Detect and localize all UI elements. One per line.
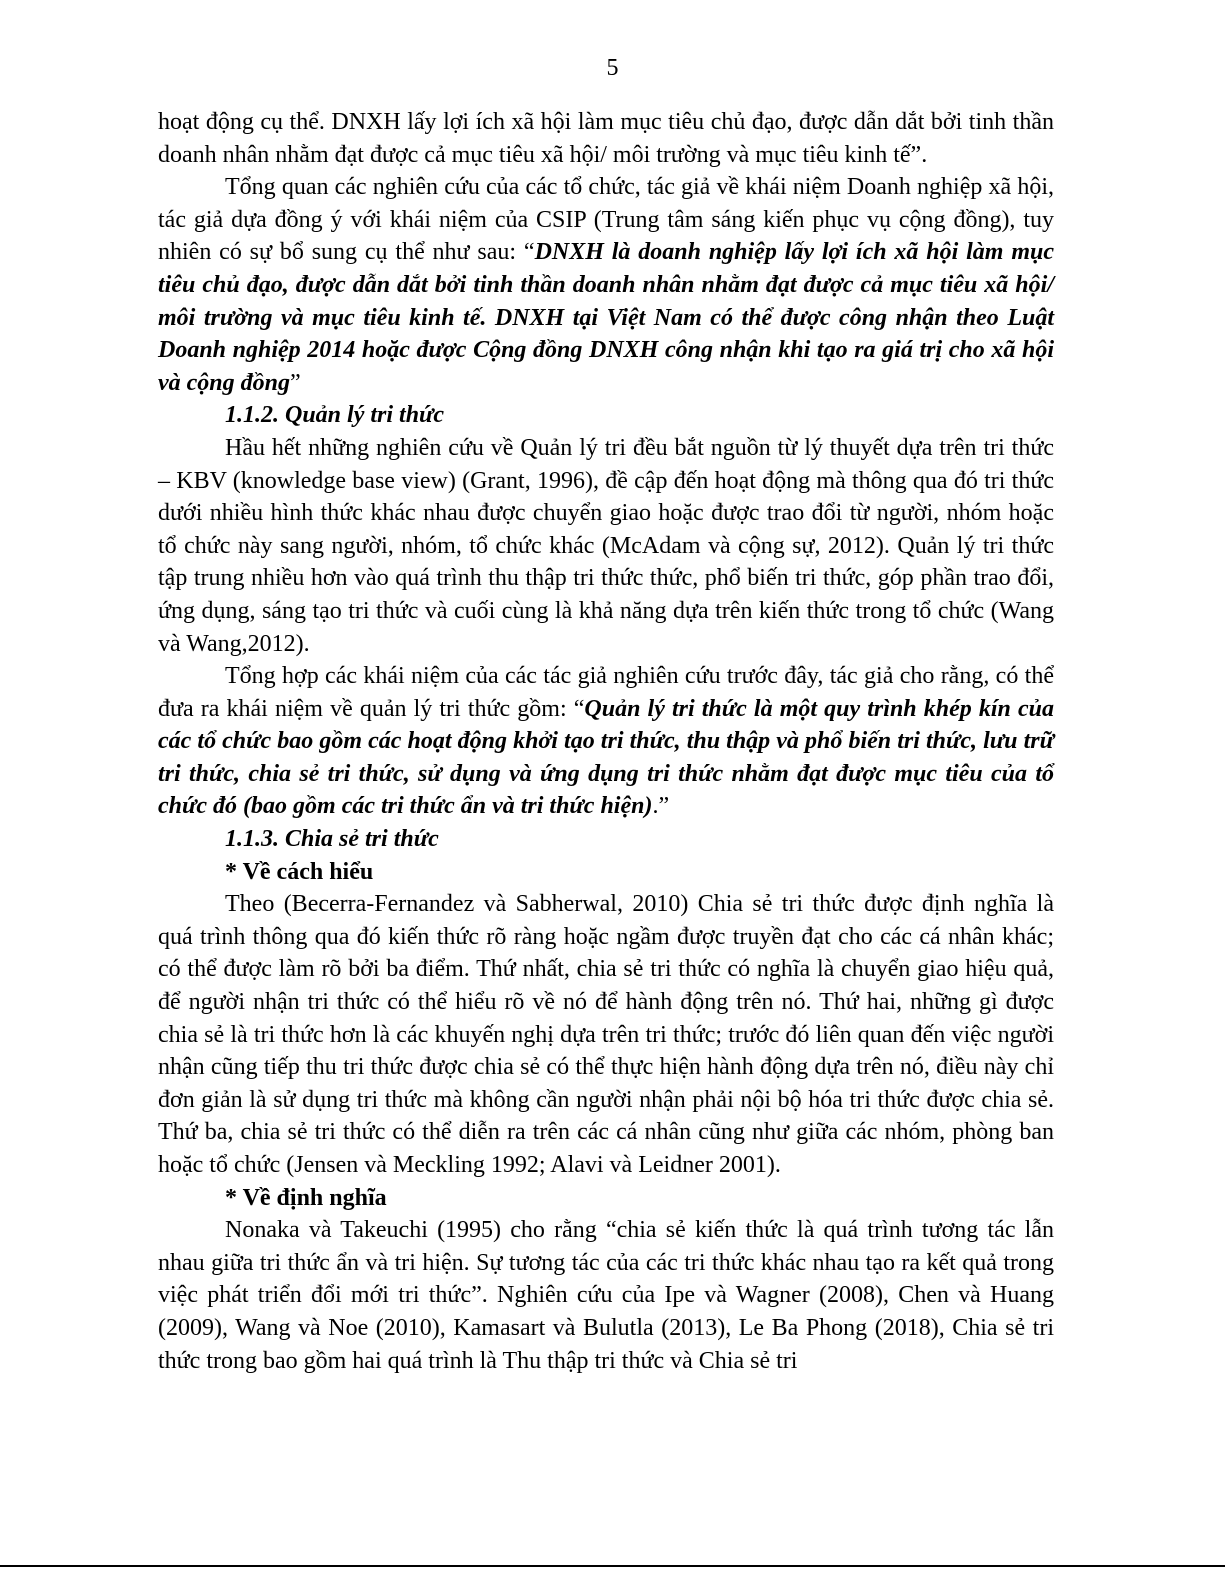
paragraph-4-close-quote: .”	[652, 793, 670, 820]
paragraph-4	[158, 660, 1054, 823]
paragraph-4-emphasis: Quản lý tri thức là một quy trình khép kín của các tổ chức bao gồm các hoạt động khởi tạo tri thức, thu thập và phổ biến tri thức, lưu trữ tri thức, chia sẻ tri thức, sử dụng và ứng dụng tri thức nhằm đạt được mục tiêu của tổ chức đó (bao gồm các tri thức ẩn và tri thức hiện)	[158, 695, 1055, 820]
subheading-dinh-nghia: * Về định nghĩa	[225, 1184, 387, 1211]
section-heading-1-1-2: 1.1.2. Quản lý tri thức	[225, 402, 445, 429]
paragraph-2-close-quote: ”	[290, 369, 301, 396]
bottom-rule	[0, 1565, 1225, 1567]
paragraph-1: hoạt động cụ thể. DNXH lấy lợi ích xã hội làm mục tiêu chủ đạo, được dẫn dắt bởi tinh thần doanh nhân nhằm đạt được cả mục tiêu xã hội/ môi trường và mục tiêu kinh tế”.	[158, 109, 1054, 168]
paragraph-3: Hầu hết những nghiên cứu về Quản lý tri đều bắt nguồn từ lý thuyết dựa trên tri thức – KBV (knowledge base view) (Grant, 1996), đề cập đến hoạt động mà thông qua đó tri thức dưới nhiều hình thức khác nhau được chuyển giao hoặc được trao đổi từ người, nhóm hoặc tổ chức này sang người, nhóm, tổ chức khác (McAdam và cộng sự, 2012). Quản lý tri thức tập trung nhiều hơn vào quá trình thu thập tri thức thức, phổ biến tri thức, góp phần trao đổi, ứng dụng, sáng tạo tri thức và cuối cùng là khả năng dựa trên kiến thức trong tổ chức (Wang và Wang,2012).	[158, 434, 1054, 657]
paragraph-5: Theo (Becerra-Fernandez và Sabherwal, 2010) Chia sẻ tri thức được định nghĩa là quá trình thông qua đó kiến thức rõ ràng hoặc ngầm được truyền đạt cho các cá nhân khác; có thể được làm rõ bởi ba điểm. Thứ nhất, chia sẻ tri thức có nghĩa là chuyển giao hiệu quả, để người nhận tri thức có thể hiểu rõ về nó để hành động trên nó. Thứ hai, những gì được chia sẻ là tri thức hơn là các khuyến nghị dựa trên tri thức; trước đó liên quan đến việc người nhận cũng tiếp thu tri thức được chia sẻ có thể thực hiện hành động dựa trên nó, điều này chỉ đơn giản là sử dụng tri thức mà không cần người nhận phải nội bộ hóa tri thức được chia sẻ. Thứ ba, chia sẻ tri thức có thể diễn ra trên các cá nhân cũng như giữa các nhóm, phòng ban hoặc tổ chức (Jensen và Meckling 1992; Alavi và Leidner 2001).	[158, 891, 1054, 1178]
subheading-cach-hieu: * Về cách hiểu	[225, 858, 374, 885]
document-body	[158, 106, 1054, 1377]
paragraph-2	[158, 171, 1054, 399]
page-number: 5	[606, 55, 619, 81]
paragraph-2-text: Tổng quan các nghiên cứu của các tổ chức, tác giả về khái niệm Doanh nghiệp xã hội, tác giả dựa đồng ý với khái niệm của CSIP (Trung tâm sáng kiến phục vụ cộng đồng), tuy nhiên có sự bổ sung cụ thể như sau: “	[158, 174, 1054, 266]
paragraph-2-emphasis: DNXH là doanh nghiệp lấy lợi ích xã hội làm mục tiêu chủ đạo, được dẫn dắt bởi tinh thần doanh nhân nhằm đạt được cả mục tiêu xã hội/ môi trường và mục tiêu kinh tế. DNXH tại Việt Nam có thể được công nhận theo Luật Doanh nghiệp 2014 hoặc được Cộng đồng DNXH công nhận khi tạo ra giá trị cho xã hội và cộng đồng	[158, 239, 1054, 396]
section-heading-1-1-3: 1.1.3. Chia sẻ tri thức	[225, 826, 439, 853]
paragraph-6: Nonaka và Takeuchi (1995) cho rằng “chia sẻ kiến thức là quá trình tương tác lẫn nhau giữa tri thức ẩn và tri hiện. Sự tương tác của các tri thức khác nhau tạo ra kết quả trong việc phát triển đổi mới tri thức”. Nghiên cứu của Ipe và Wagner (2008), Chen và Huang (2009), Wang và Noe (2010), Kamasart và Bulutla (2013), Le Ba Phong (2018), Chia sẻ tri thức trong bao gồm hai quá trình là Thu thập tri thức và Chia sẻ tri	[158, 1217, 1054, 1374]
paragraph-4-text: Tổng hợp các khái niệm của các tác giả nghiên cứu trước đây, tác giả cho rằng, có thể đưa ra khái niệm về quản lý tri thức gồm: “	[158, 663, 1054, 722]
